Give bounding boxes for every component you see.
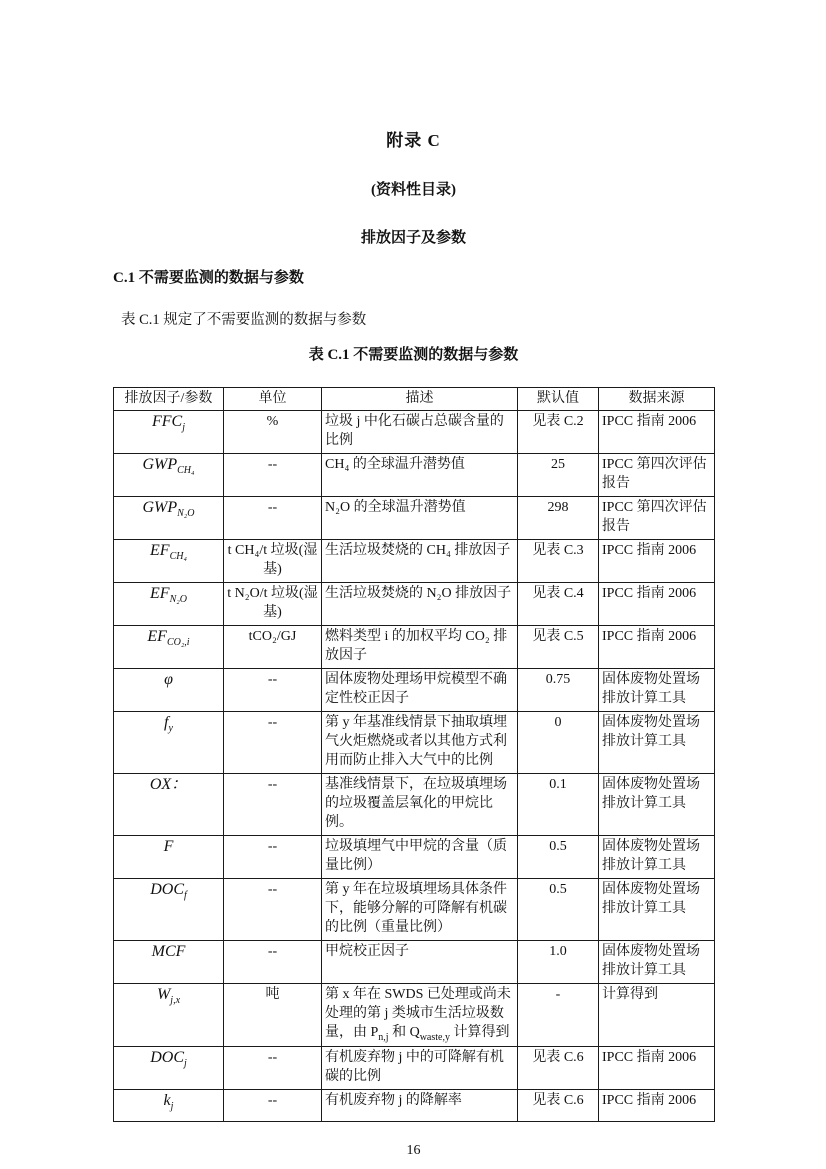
table-row xyxy=(114,774,715,836)
param-subscript: N₂O xyxy=(177,507,195,519)
param-cell xyxy=(114,454,224,497)
unit-cell: -- xyxy=(224,454,322,497)
param-symbol: W xyxy=(156,986,171,1003)
source-cell: IPCC 指南 2006 xyxy=(599,411,715,454)
unit-cell: -- xyxy=(224,712,322,774)
table-row xyxy=(114,712,715,774)
default-cell: 1.0 xyxy=(518,941,599,984)
param-symbol: FFC xyxy=(152,413,183,430)
param-cell xyxy=(114,540,224,583)
source-cell: 固体废物处置场排放计算工具 xyxy=(599,712,715,774)
parameters-table xyxy=(113,387,715,1122)
source-cell: 固体废物处置场排放计算工具 xyxy=(599,669,715,712)
desc-cell: 第 y 年基准线情景下抽取填埋气火炬燃烧或者以其他方式利用而防止排入大气中的比例 xyxy=(322,712,518,774)
desc-cell: N₂O 的全球温升潜势值 xyxy=(322,497,518,540)
table-row xyxy=(114,984,715,1047)
param-cell xyxy=(114,626,224,669)
param-cell xyxy=(114,1089,224,1121)
table-row xyxy=(114,879,715,941)
table-header-row xyxy=(114,388,715,411)
param-symbol: EF xyxy=(150,585,170,602)
source-cell: 固体废物处置场排放计算工具 xyxy=(599,774,715,836)
param-cell xyxy=(114,774,224,836)
table-row xyxy=(114,669,715,712)
source-cell: IPCC 第四次评估报告 xyxy=(599,497,715,540)
desc-cell: 甲烷校正因子 xyxy=(322,941,518,984)
default-cell: - xyxy=(518,984,599,1047)
desc-cell: 第 x 年在 SWDS 已处理或尚未处理的第 j 类城市生活垃圾数量，由 $P_{n,j}$ 和 $Q_{waste,y}$ 计算得到 xyxy=(322,984,518,1047)
default-cell: 见表 C.3 xyxy=(518,540,599,583)
default-cell: 25 xyxy=(518,454,599,497)
param-subscript: CH₄ xyxy=(177,464,195,476)
unit-cell: % xyxy=(224,411,322,454)
param-subscript: j,x xyxy=(170,994,181,1006)
default-cell: 见表 C.4 xyxy=(518,583,599,626)
param-symbol: φ xyxy=(164,671,173,688)
param-symbol: DOC xyxy=(150,881,184,898)
desc-cell: 有机废弃物 j 中的可降解有机碳的比例 xyxy=(322,1046,518,1089)
param-symbol: OX： xyxy=(149,776,188,793)
desc-cell: 燃料类型 i 的加权平均 CO₂ 排放因子 xyxy=(322,626,518,669)
desc-cell: CH₄ 的全球温升潜势值 xyxy=(322,454,518,497)
intro-text: 表 C.1 规定了不需要监测的数据与参数 xyxy=(121,312,367,328)
page-number: 16 xyxy=(406,1142,421,1158)
header-default: 默认值 xyxy=(518,388,599,411)
unit-cell: -- xyxy=(224,1046,322,1089)
appendix-title: 附录 C xyxy=(386,131,441,150)
param-symbol: EF xyxy=(150,542,170,559)
unit-cell: -- xyxy=(224,879,322,941)
param-symbol: MCF xyxy=(151,943,186,960)
desc-cell: 有机废弃物 j 的降解率 xyxy=(322,1089,518,1121)
param-symbol: GWP xyxy=(142,499,178,516)
clause-heading: C.1 不需要监测的数据与参数 xyxy=(113,270,304,286)
default-cell: 0.5 xyxy=(518,879,599,941)
unit-cell: -- xyxy=(224,669,322,712)
source-cell: 固体废物处置场排放计算工具 xyxy=(599,879,715,941)
unit-cell: tCO₂/GJ xyxy=(224,626,322,669)
default-cell: 见表 C.2 xyxy=(518,411,599,454)
param-symbol: f xyxy=(164,714,169,731)
unit-cell: t CH₄/t 垃圾(湿基) xyxy=(224,540,322,583)
source-cell: 计算得到 xyxy=(599,984,715,1047)
default-cell: 298 xyxy=(518,497,599,540)
param-cell xyxy=(114,411,224,454)
param-subscript: j xyxy=(182,421,185,433)
param-cell xyxy=(114,583,224,626)
source-cell: IPCC 指南 2006 xyxy=(599,540,715,583)
param-subscript: y xyxy=(168,722,173,734)
source-cell: 固体废物处置场排放计算工具 xyxy=(599,836,715,879)
header-param: 排放因子/参数 xyxy=(114,388,224,411)
default-cell: 见表 C.6 xyxy=(518,1046,599,1089)
param-symbol: EF xyxy=(147,628,167,645)
table-row xyxy=(114,583,715,626)
param-symbol: DOC xyxy=(150,1048,184,1066)
param-subscript: j xyxy=(170,1100,174,1112)
table-row xyxy=(114,497,715,540)
param-symbol: F xyxy=(163,838,174,855)
param-cell xyxy=(114,669,224,712)
unit-cell: -- xyxy=(224,941,322,984)
table-row xyxy=(114,1089,715,1121)
desc-cell: 生活垃圾焚烧的 CH₄ 排放因子 xyxy=(322,540,518,583)
param-symbol: GWP xyxy=(142,456,178,473)
default-cell: 见表 C.5 xyxy=(518,626,599,669)
param-cell xyxy=(114,497,224,540)
param-symbol: k xyxy=(163,1091,171,1109)
unit-cell: -- xyxy=(224,1089,322,1121)
unit-cell: -- xyxy=(224,497,322,540)
unit-cell: -- xyxy=(224,774,322,836)
table-caption: 表 C.1 不需要监测的数据与参数 xyxy=(308,347,519,363)
source-cell: IPCC 指南 2006 xyxy=(599,626,715,669)
default-cell: 0.1 xyxy=(518,774,599,836)
param-subscript: f xyxy=(184,889,187,901)
default-cell: 0.5 xyxy=(518,836,599,879)
desc-cell: 固体废物处理场甲烷模型不确定性校正因子 xyxy=(322,669,518,712)
source-cell: 固体废物处置场排放计算工具 xyxy=(599,941,715,984)
param-subscript: j xyxy=(184,1057,187,1069)
table-row xyxy=(114,1046,715,1089)
desc-cell: 第 y 年在垃圾填埋场具体条件下，能够分解的可降解有机碳的比例（重量比例） xyxy=(322,879,518,941)
unit-cell: t N₂O/t 垃圾(湿基) xyxy=(224,583,322,626)
param-cell xyxy=(114,941,224,984)
default-cell: 见表 C.6 xyxy=(518,1089,599,1121)
param-cell xyxy=(114,984,224,1047)
desc-cell: 基准线情景下，在垃圾填埋场的垃圾覆盖层氧化的甲烷比例。 xyxy=(322,774,518,836)
default-cell: 0 xyxy=(518,712,599,774)
source-cell: IPCC 第四次评估报告 xyxy=(599,454,715,497)
source-cell: IPCC 指南 2006 xyxy=(599,1089,715,1121)
param-subscript: CH₄ xyxy=(169,550,187,562)
param-subscript: CO₂,i xyxy=(166,636,190,648)
header-unit: 单位 xyxy=(224,388,322,411)
desc-cell: 生活垃圾焚烧的 N₂O 排放因子 xyxy=(322,583,518,626)
table-row xyxy=(114,836,715,879)
param-cell xyxy=(114,879,224,941)
param-subscript: N₂O xyxy=(169,593,187,605)
table-row xyxy=(114,941,715,984)
header-source: 数据来源 xyxy=(599,388,715,411)
header-desc: 描述 xyxy=(322,388,518,411)
table-row xyxy=(114,411,715,454)
source-cell: IPCC 指南 2006 xyxy=(599,1046,715,1089)
section-title: 排放因子及参数 xyxy=(360,230,466,246)
param-cell xyxy=(114,1046,224,1089)
table-row xyxy=(114,454,715,497)
table-row xyxy=(114,540,715,583)
table-row xyxy=(114,626,715,669)
param-cell xyxy=(114,712,224,774)
source-cell: IPCC 指南 2006 xyxy=(599,583,715,626)
catalog-note: (资料性目录) xyxy=(371,182,456,198)
desc-cell: 垃圾填埋气中甲烷的含量（质量比例） xyxy=(322,836,518,879)
unit-cell: 吨 xyxy=(224,984,322,1047)
unit-cell: -- xyxy=(224,836,322,879)
default-cell: 0.75 xyxy=(518,669,599,712)
desc-cell: 垃圾 j 中化石碳占总碳含量的比例 xyxy=(322,411,518,454)
param-cell xyxy=(114,836,224,879)
